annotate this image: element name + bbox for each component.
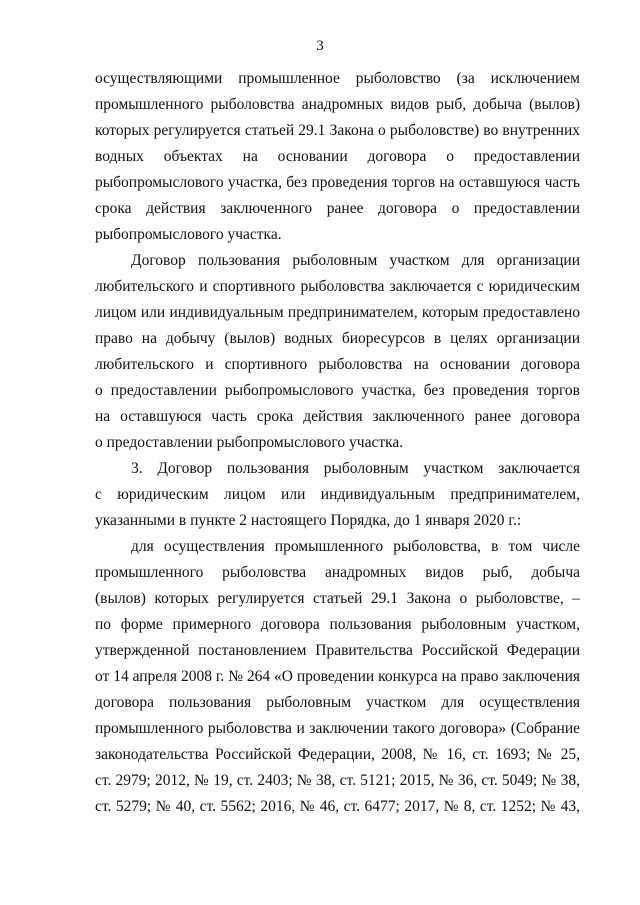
- text-line: на оставшуюся часть срока действия заключенного ранее договора: [95, 408, 580, 425]
- text-line: ст. 2979; 2012, № 19, ст. 2403; № 38, ст. 5121; 2015, № 36, ст. 5049; № 38,: [95, 772, 580, 789]
- text-line: договора пользования рыболовным участком для осуществления: [95, 694, 580, 711]
- text-line: осуществляющими промышленное рыболовство (за исключением: [95, 70, 580, 87]
- text-line: от 14 апреля 2008 г. № 264 «О проведении конкурса на право заключения: [95, 668, 580, 685]
- text-line: для осуществления промышленного рыболовства, в том числе: [131, 538, 580, 555]
- text-line: любительского и спортивного рыболовства заключается с юридическим: [95, 278, 580, 295]
- text-line: промышленного рыболовства анадромных видов рыб, добыча: [95, 564, 580, 581]
- text-line: лицом или индивидуальным предпринимателем, которым предоставлено: [95, 304, 580, 321]
- text-line: ст. 5279; № 40, ст. 5562; 2016, № 46, ст. 6477; 2017, № 8, ст. 1252; № 43,: [95, 798, 580, 815]
- page-number: 3: [316, 38, 324, 54]
- text-line: Договор пользования рыболовным участком для организации: [131, 252, 580, 269]
- text-line: с юридическим лицом или индивидуальным предпринимателем,: [95, 486, 580, 503]
- text-line: промышленного рыболовства и заключении такого договора» (Собрание: [95, 720, 580, 737]
- text-line: 3. Договор пользования рыболовным участком заключается: [131, 460, 580, 477]
- document-body: [95, 66, 580, 820]
- text-line: промышленного рыболовства анадромных видов рыб, добыча (вылов): [95, 96, 580, 113]
- text-line: которых регулируется статьей 29.1 Закона о рыболовстве) во внутренних: [95, 122, 580, 139]
- text-line: о предоставлении рыбопромыслового участка.: [95, 434, 404, 451]
- text-line: законодательства Российской Федерации, 2008, № 16, ст. 1693; № 25,: [95, 746, 580, 763]
- text-line: утвержденной постановлением Правительства Российской Федерации: [95, 642, 580, 659]
- text-line: по форме примерного договора пользования рыболовным участком,: [95, 616, 580, 633]
- text-line: право на добычу (вылов) водных биоресурсов в целях организации: [95, 330, 580, 347]
- text-line: рыбопромыслового участка, без проведения торгов на оставшуюся часть: [95, 174, 580, 191]
- text-line: о предоставлении рыбопромыслового участка, без проведения торгов: [95, 382, 580, 399]
- text-line: рыбопромыслового участка.: [95, 226, 282, 243]
- text-line: указанными в пункте 2 настоящего Порядка, до 1 января 2020 г.:: [95, 512, 522, 529]
- text-line: любительского и спортивного рыболовства на основании договора: [95, 356, 580, 373]
- text-line: (вылов) которых регулируется статьей 29.1 Закона о рыболовстве, –: [95, 590, 580, 607]
- text-line: срока действия заключенного ранее договора о предоставлении: [95, 200, 580, 217]
- text-line: водных объектах на основании договора о предоставлении: [95, 148, 580, 165]
